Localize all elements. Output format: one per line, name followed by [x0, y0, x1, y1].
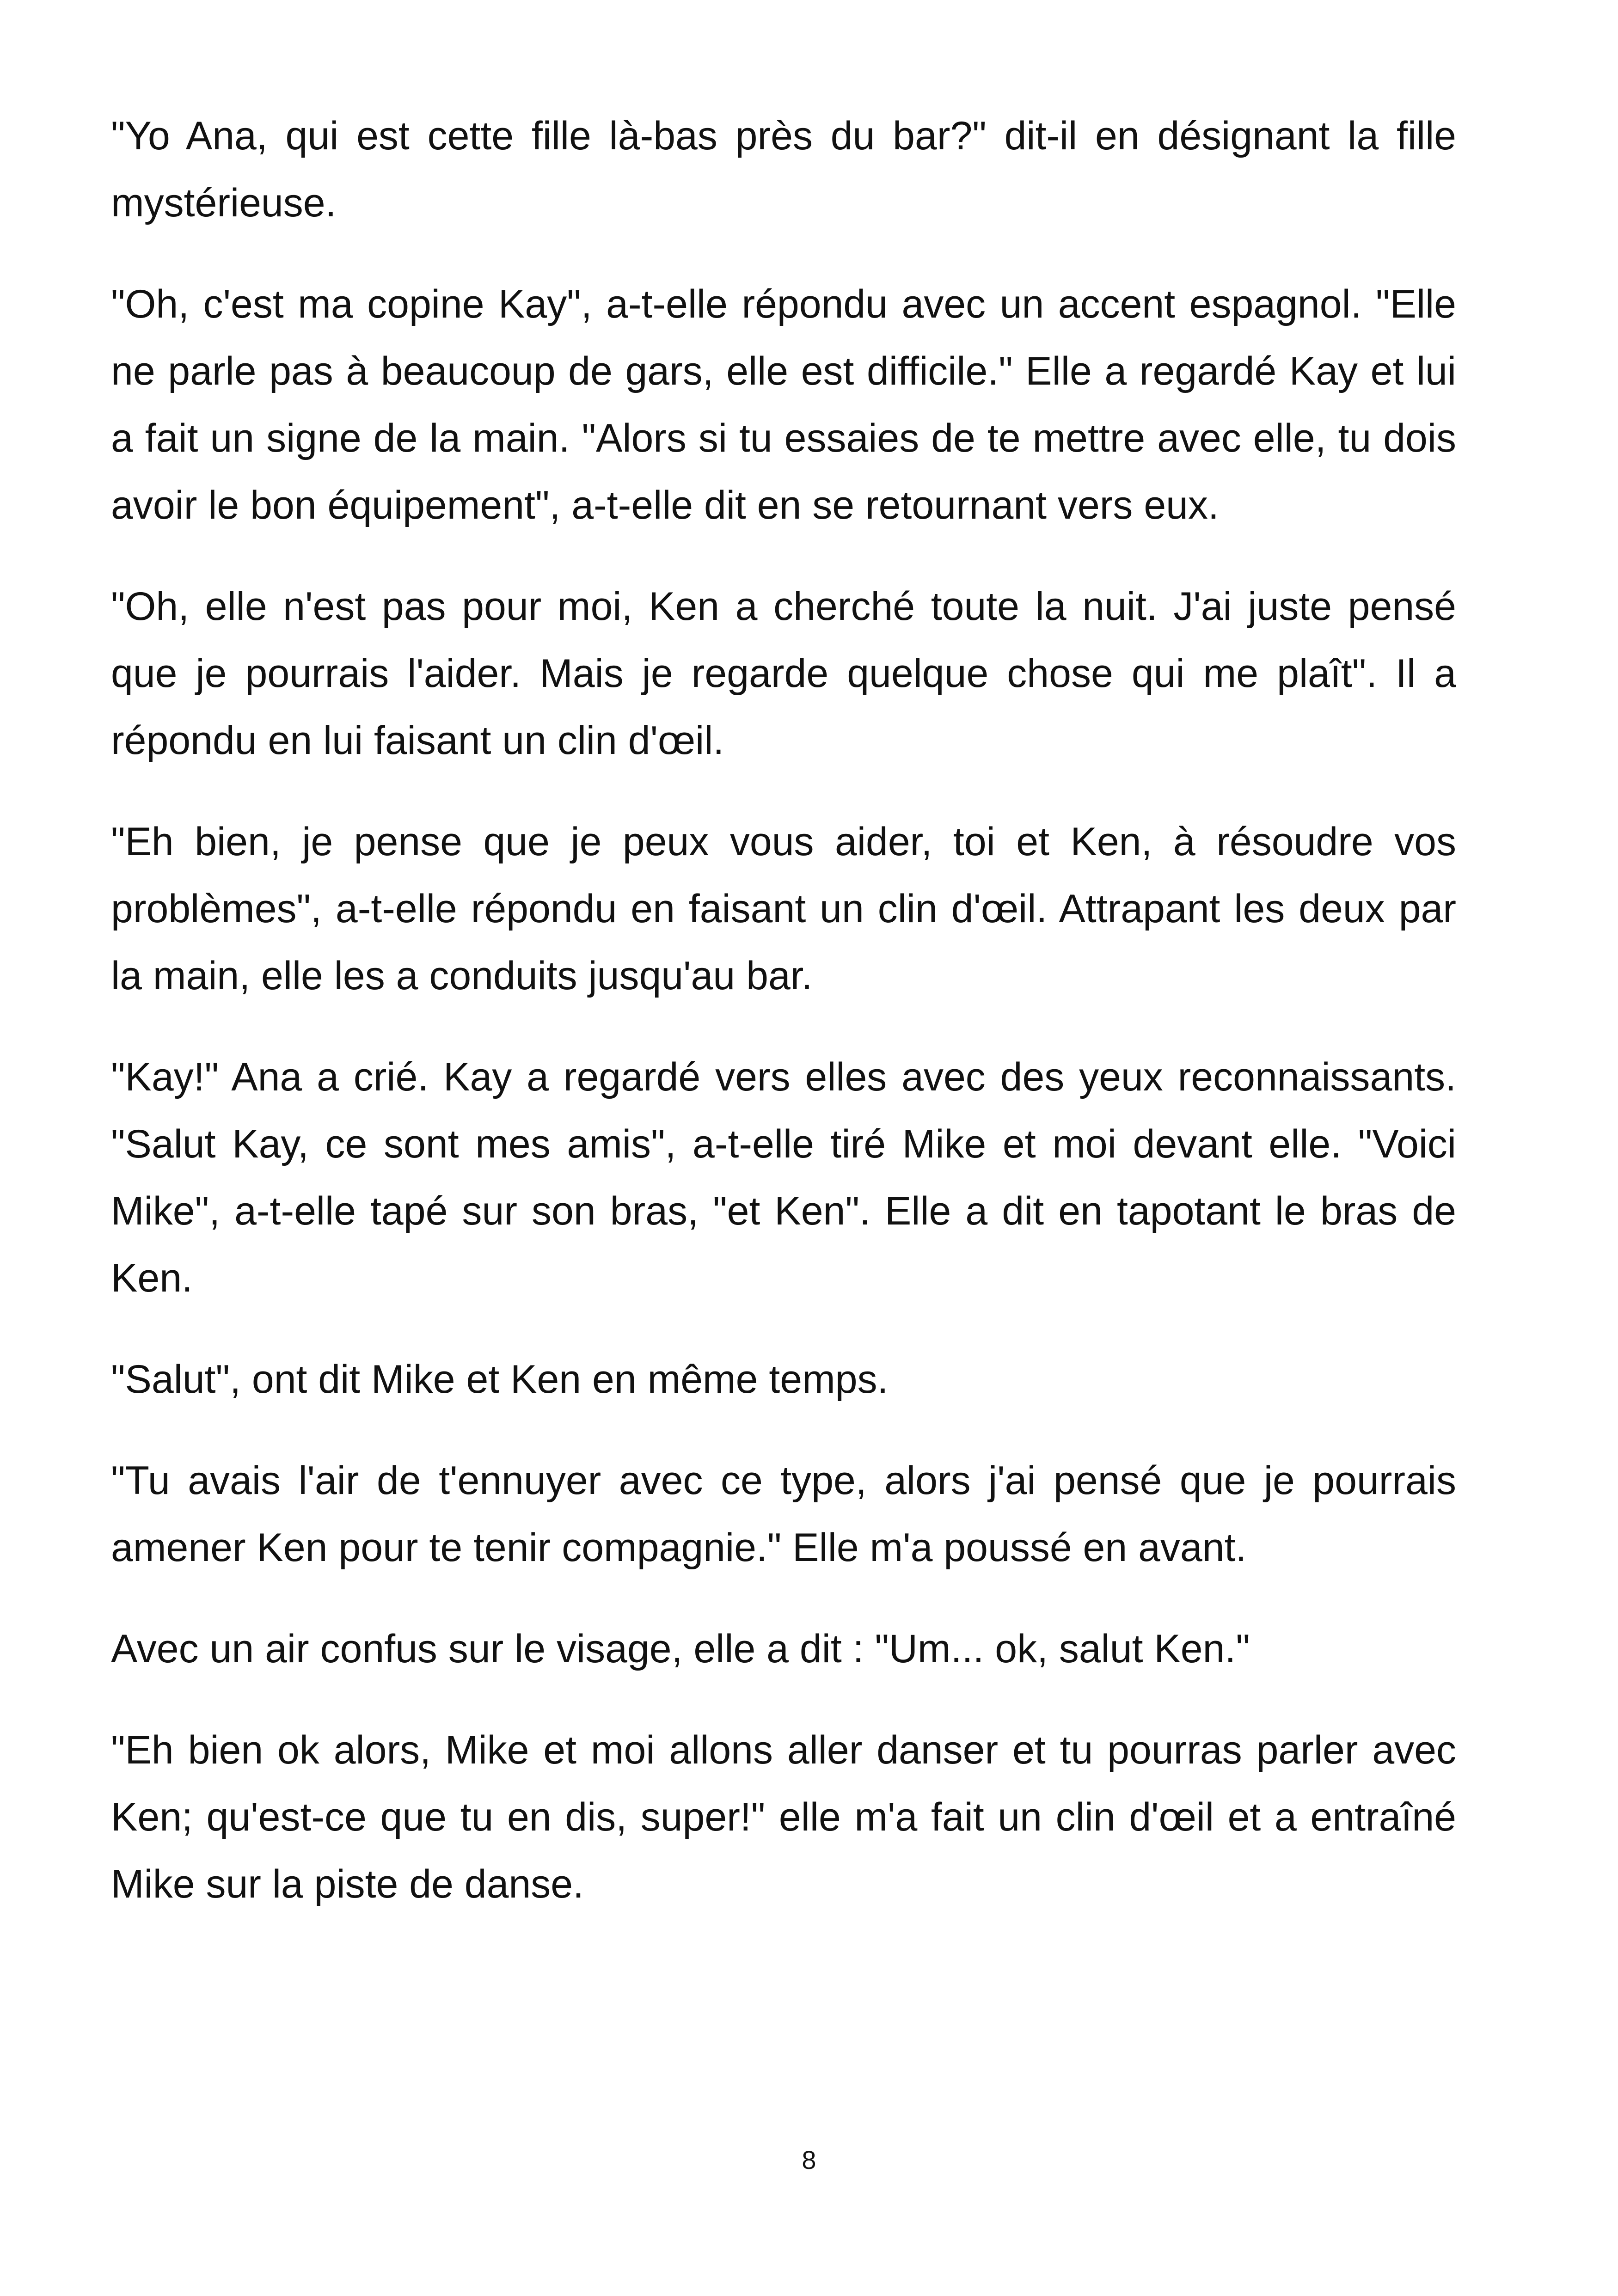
paragraph-7: "Tu avais l'air de t'ennuyer avec ce type, alors j'ai pensé que je pourrais amener Ken pour te tenir compagnie." Elle m'a poussé en avant.: [111, 1458, 1456, 1570]
paragraph-2: "Oh, c'est ma copine Kay", a-t-elle répondu avec un accent espagnol. "Elle ne parle pas à beaucoup de gars, elle est difficile." Elle a regardé Kay et lui a fait un signe de la main. "Alors si tu essaies de te mettre avec elle, tu dois avoir le bon équipement", a-t-elle dit en se retournant vers eux.: [111, 282, 1456, 527]
paragraph-5: "Kay!" Ana a crié. Kay a regardé vers elles avec des yeux reconnaissants. "Salut Kay, ce sont mes amis", a-t-elle tiré Mike et moi devant elle. "Voici Mike", a-t-elle tapé sur son bras, "et Ken". Elle a dit en tapotant le bras de Ken.: [111, 1055, 1456, 1300]
paragraph-6: "Salut", ont dit Mike et Ken en même temps.: [111, 1357, 889, 1402]
paragraph-3: "Oh, elle n'est pas pour moi, Ken a cherché toute la nuit. J'ai juste pensé que je pourrais l'aider. Mais je regarde quelque chose qui me plaît". Il a répondu en lui faisant un clin d'œil.: [111, 584, 1456, 763]
page-number: 8: [802, 2145, 816, 2174]
body-text: [111, 103, 1456, 1952]
paragraph-8: Avec un air confus sur le visage, elle a dit : "Um... ok, salut Ken.": [111, 1627, 1250, 1671]
paragraph-1: "Yo Ana, qui est cette fille là-bas près du bar?" dit-il en désignant la fille mystérieuse.: [111, 114, 1456, 225]
paragraph-4: "Eh bien, je pense que je peux vous aider, toi et Ken, à résoudre vos problèmes", a-t-elle répondu en faisant un clin d'œil. Attrapant les deux par la main, elle les a conduits jusqu'au bar.: [111, 820, 1456, 998]
paragraph-9: "Eh bien ok alors, Mike et moi allons aller danser et tu pourras parler avec Ken; qu'est-ce que tu en dis, super!" elle m'a fait un clin d'œil et a entraîné Mike sur la piste de danse.: [111, 1728, 1456, 1906]
